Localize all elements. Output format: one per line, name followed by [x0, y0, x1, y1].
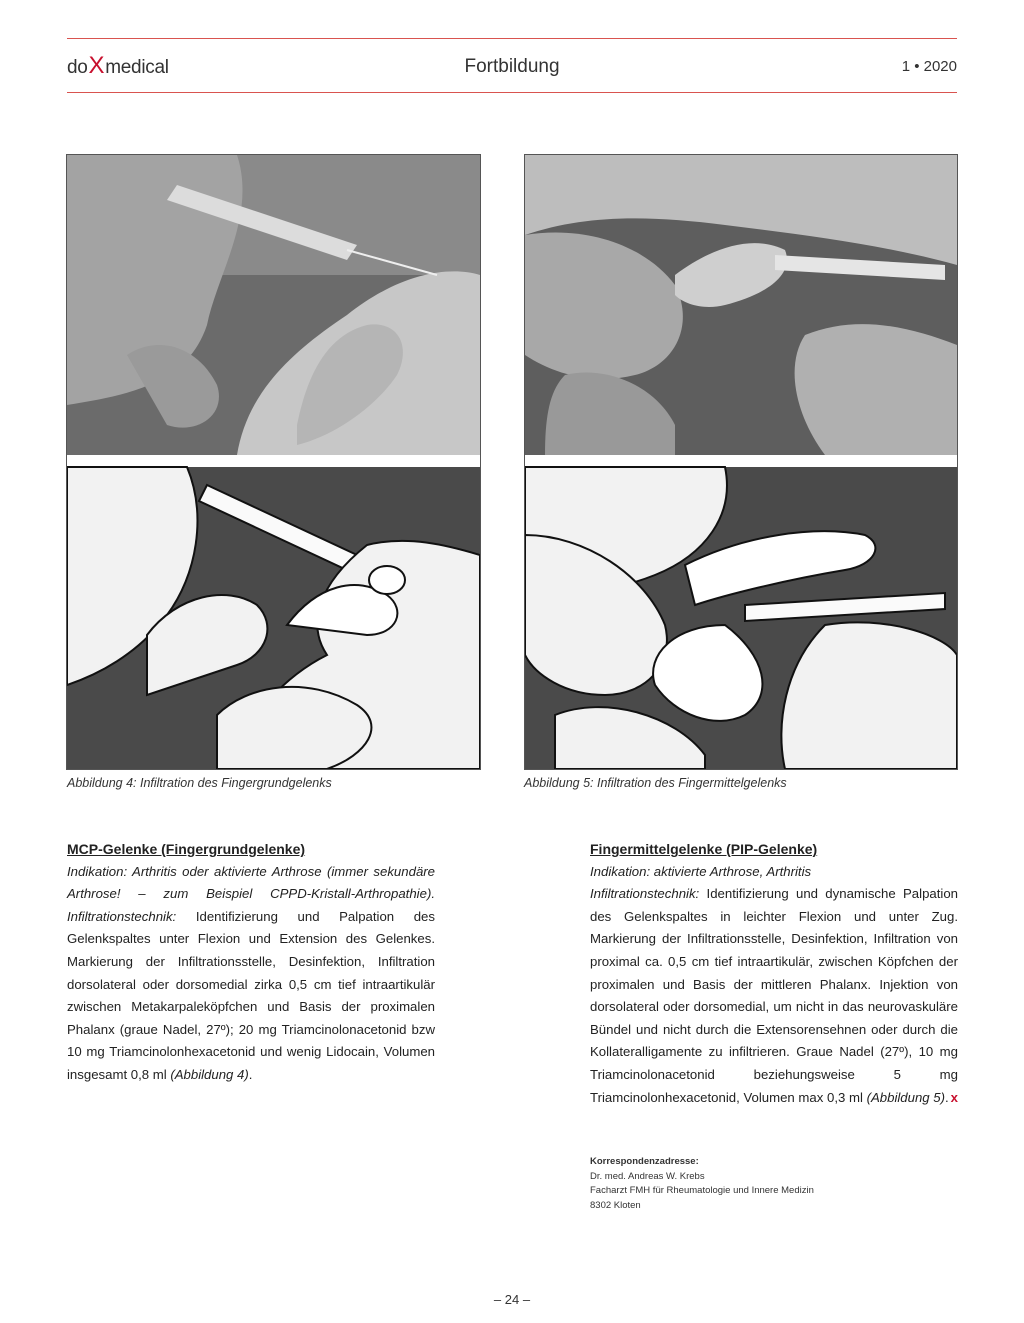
pip-technique-label: Infiltrationstechnik:	[590, 886, 700, 902]
mcp-heading: MCP-Gelenke (Fingergrundgelenke)	[67, 841, 306, 857]
pip-body: Indikation: aktivierte Arthrose, Arthritis Infiltrationstechnik: Identifizierung und dynamische Palpation des Gelenkspaltes in leichter Flexion und unter Zug. Markierung der Infiltrationsstelle, Desinfektion, Infiltration von proximal ca. 0,5 cm tief intraartikulär, zwischen Köpfchen der proximalen und Basis der mittleren Phalanx. Injektion von dorsolateral oder dorsomedial, um nicht in das neurovaskuläre Bündel und nicht durch die Extensorensehnen oder durch die Kollateralligamente zu infiltrieren. Graue Nadel (27º), 10 mg Triamcinolonacetonid beziehungsweise 5 mg Triamcinolonhexacetonid, Volumen max 0,3 ml (Abbildung 5). x	[590, 861, 958, 1110]
pip-indication: Indikation: aktivierte Arthrose, Arthritis	[590, 863, 812, 879]
pip-figure-ref: (Abbildung 5)	[866, 1089, 946, 1105]
mcp-technique-text: Identifizierung und Palpation des Gelenkspaltes unter Flexion und Extension des Gelenkes. Markierung der Infiltrationsstelle, Desinfektion, Infiltration dorsolateral oder dorsomedial zirka 0,5 cm tief intraartikulär zwischen Metakarpaleköpfchen und Basis der proximalen Phalanx (graue Nadel, 27º); 20 mg Triamcinolonacetonid bzw 10 mg Triamcinolonhexacetonid und wenig Lidocain, Volumen insgesamt 0,8 ml	[67, 908, 435, 1082]
mcp-body: Indikation: Arthritis oder aktivierte Arthrose (immer sekundäre Arthrose! – zum Beispiel CPPD-Kristall-Arthropathie). Infiltrationstechnik: Identifizierung und Palpation des Gelenkspaltes unter Flexion und Extension des Gelenkes. Markierung der Infiltrationsstelle, Desinfektion, Infiltration dorsolateral oder dorsomedial zirka 0,5 cm tief intraartikulär zwischen Metakarpaleköpfchen und Basis der proximalen Phalanx (graue Nadel, 27º); 20 mg Triamcinolonacetonid bzw 10 mg Triamcinolonhexacetonid und wenig Lidocain, Volumen insgesamt 0,8 ml (Abbildung 4).	[67, 863, 435, 1082]
correspondence-role: Facharzt FMH für Rheumatologie und Innere Medizin	[590, 1185, 814, 1196]
correspondence-city: 8302 Kloten	[590, 1199, 641, 1211]
mcp-indication: Indikation: Arthritis oder aktivierte Arthrose (immer sekundäre Arthrose! – zum Beispiel CPPD-Kristall-Arthropathie).	[67, 863, 435, 902]
correspondence-block	[590, 1155, 814, 1213]
figure-5-caption: Abbildung 5: Infiltration des Fingermittelgelenks	[524, 776, 787, 790]
header-rule-top	[67, 38, 957, 39]
pip-section	[590, 838, 958, 1109]
mcp-section	[67, 838, 435, 1087]
pip-heading: Fingermittelgelenke (PIP-Gelenke)	[590, 841, 818, 857]
correspondence-name: Dr. med. Andreas W. Krebs	[590, 1170, 705, 1182]
pip-technique-text: Identifizierung und dynamische Palpation des Gelenkspaltes in leichter Flexion und unter Zug. Markierung der Infiltrationsstelle, Desinfektion, Infiltration von proximal ca. 0,5 cm tief intraartikulär, zwischen Köpfchen der proximalen und Basis der mittleren Phalanx. Injektion von dorsolateral oder dorsomedial, um nicht in das neurovaskuläre Bündel und nicht durch die Extensorensehnen oder durch die Kollateralligamente zu infiltrieren. Graue Nadel (27º), 10 mg Triamcinolonacetonid beziehungsweise 5 mg Triamcinolonhexacetonid, Volumen max 0,3 ml	[590, 886, 958, 1105]
end-mark-icon: x	[950, 1089, 958, 1105]
figure-5-image	[524, 154, 958, 770]
doxmedical-logo: doXmedical	[67, 52, 169, 79]
mcp-technique-label: Infiltrationstechnik:	[67, 908, 177, 924]
page-number: – 24 –	[493, 1292, 531, 1307]
issue-number: 1 • 2020	[901, 58, 957, 75]
figure-4-caption: Abbildung 4: Infiltration des Fingergrundgelenks	[67, 776, 332, 790]
mcp-figure-ref: (Abbildung 4)	[170, 1066, 249, 1082]
header-rule-bottom	[67, 92, 957, 93]
section-title: Fortbildung	[464, 56, 560, 77]
correspondence-title: Korrespondenzadresse:	[590, 1156, 699, 1167]
figure-4-image	[66, 154, 481, 770]
